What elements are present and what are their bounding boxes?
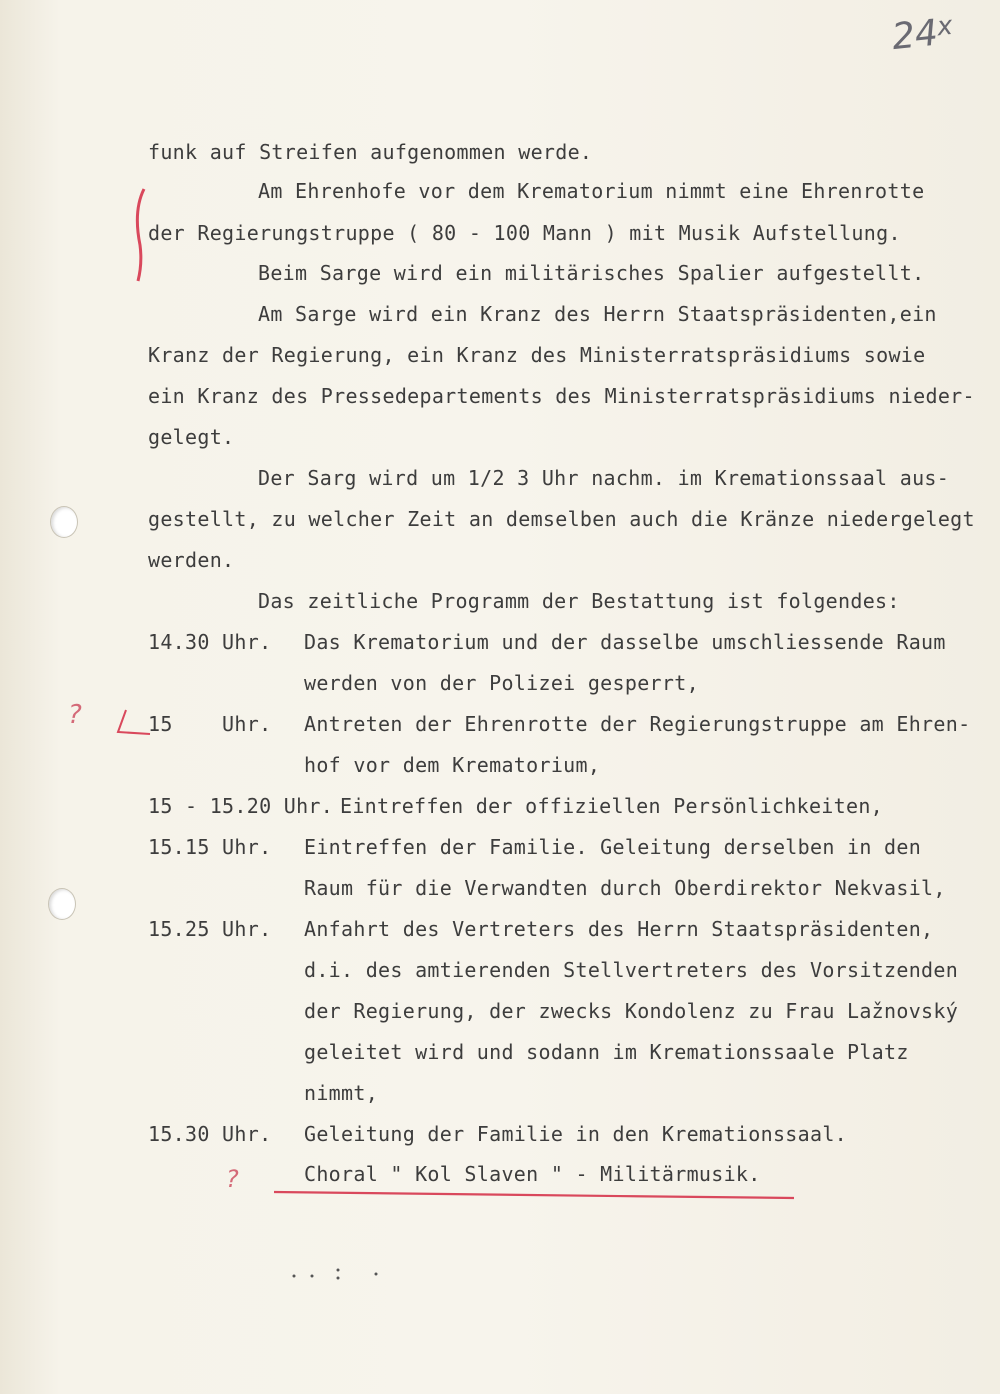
schedule-time: 15.30 Uhr. xyxy=(148,1122,272,1146)
red-question-mark: ? xyxy=(68,700,82,730)
schedule-time: 15 - 15.20 Uhr. xyxy=(148,794,334,818)
schedule-text: Antreten der Ehrenrotte der Regierungstruppe am Ehren- xyxy=(304,712,971,736)
text-line: Beim Sarge wird ein militärisches Spalier aufgestellt. xyxy=(258,261,925,285)
page-number-mark: x xyxy=(935,10,955,43)
schedule-text: Das Krematorium und der dasselbe umschliessende Raum xyxy=(304,630,946,654)
text-line: gestellt, zu welcher Zeit an demselben auch die Kränze niedergelegt xyxy=(148,507,975,531)
schedule-time: 15 Uhr. xyxy=(148,712,272,736)
schedule-text: der Regierung, der zwecks Kondolenz zu Frau Lažnovský xyxy=(304,999,959,1023)
schedule-text: geleitet wird und sodann im Kremationssaale Platz xyxy=(304,1040,909,1064)
text-line: gelegt. xyxy=(148,425,235,449)
schedule-text: Geleitung der Familie in den Kremationssaal. xyxy=(304,1122,848,1146)
red-question-mark: ? xyxy=(226,1165,239,1193)
punch-hole-top xyxy=(50,506,78,538)
punch-hole-bottom xyxy=(48,888,76,920)
text-line: ein Kranz des Pressedepartements des Ministerratspräsidiums nieder- xyxy=(148,384,975,408)
page-number xyxy=(890,11,955,58)
schedule-text: werden von der Polizei gesperrt, xyxy=(304,671,699,695)
text-line: Das zeitliche Programm der Bestattung ist folgendes: xyxy=(258,589,900,613)
schedule-time: 14.30 Uhr. xyxy=(148,630,272,654)
text-line: der Regierungstruppe ( 80 - 100 Mann ) mit Musik Aufstellung. xyxy=(148,221,901,245)
text-line: funk auf Streifen aufgenommen werde. xyxy=(148,140,593,164)
schedule-text: nimmt, xyxy=(304,1081,379,1105)
schedule-time: 15.15 Uhr. xyxy=(148,835,272,859)
schedule-text: hof vor dem Krematorium, xyxy=(304,753,601,777)
text-line: Der Sarg wird um 1/2 3 Uhr nachm. im Kremationssaal aus- xyxy=(258,466,950,490)
text-line: werden. xyxy=(148,548,235,572)
smudge-dots xyxy=(288,1264,388,1284)
text-line: Kranz der Regierung, ein Kranz des Ministerratspräsidiums sowie xyxy=(148,343,926,367)
text-line: Am Ehrenhofe vor dem Krematorium nimmt eine Ehrenrotte xyxy=(258,179,925,203)
schedule-text: Anfahrt des Vertreters des Herrn Staatspräsidenten, xyxy=(304,917,934,941)
schedule-text: Raum für die Verwandten durch Oberdirektor Nekvasil, xyxy=(304,876,946,900)
red-tick-mark xyxy=(112,708,152,738)
schedule-text: d.i. des amtierenden Stellvertreters des Vorsitzenden xyxy=(304,958,959,982)
schedule-text: Eintreffen der Familie. Geleitung derselben in den xyxy=(304,835,922,859)
schedule-text: Choral " Kol Slaven " - Militärmusik. xyxy=(304,1162,761,1186)
schedule-text: Eintreffen der offiziellen Persönlichkeiten, xyxy=(340,794,884,818)
red-underline xyxy=(270,1186,800,1202)
page-number-value: 24 xyxy=(890,12,940,59)
text-line: Am Sarge wird ein Kranz des Herrn Staatspräsidenten,ein xyxy=(258,302,937,326)
schedule-time: 15.25 Uhr. xyxy=(148,917,272,941)
